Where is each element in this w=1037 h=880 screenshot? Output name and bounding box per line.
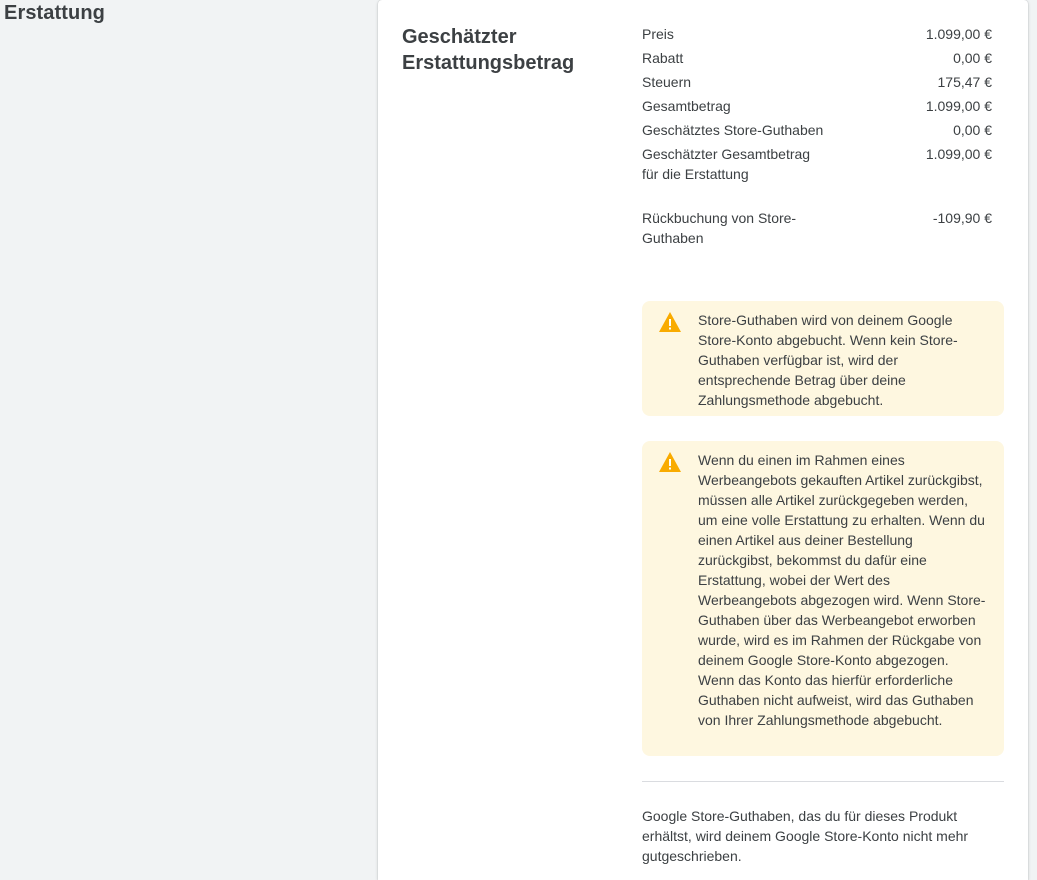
- row-store-credit-chargeback: [642, 208, 992, 248]
- row-value: 0,00 €: [953, 122, 992, 138]
- row-label: Geschätztes Store-Guthaben: [642, 122, 824, 138]
- row-label: Rabatt: [642, 50, 684, 66]
- row-estimated-refund-total: [642, 144, 992, 184]
- section-title: Erstattung: [4, 2, 105, 24]
- row-label: Preis: [642, 26, 674, 42]
- warning-icon: [658, 451, 682, 473]
- row-value: 1.099,00 €: [925, 98, 992, 114]
- refund-heading: Geschätzter Erstattungsbetrag: [402, 26, 575, 74]
- promotion-return-notice: [642, 441, 1004, 756]
- row-discount: [642, 48, 992, 68]
- row-value: -109,90 €: [932, 210, 992, 226]
- row-price: [642, 24, 992, 44]
- row-value: 175,47 €: [937, 74, 992, 90]
- row-value: 1.099,00 €: [925, 26, 992, 42]
- row-total: [642, 96, 992, 116]
- warning-icon: [658, 311, 682, 333]
- row-value: 1.099,00 €: [925, 146, 992, 162]
- row-label: Rückbuchung von Store-Guthaben: [642, 210, 797, 246]
- row-label: Geschätzter Gesamtbetrag für die Erstattung: [642, 146, 811, 182]
- divider: [642, 781, 1004, 782]
- notice-text: Store-Guthaben wird von deinem Google Store-Konto abgebucht. Wenn kein Store-Guthaben verfügbar ist, wird der entsprechende Betrag über deine Zahlungsmethode abgebucht.: [698, 312, 958, 408]
- row-value: 0,00 €: [953, 50, 992, 66]
- row-taxes: [642, 72, 992, 92]
- row-label: Gesamtbetrag: [642, 98, 731, 114]
- store-credit-footer-text: Google Store-Guthaben, das du für dieses Produkt erhältst, wird deinem Google Store-Konto nicht mehr gutgeschrieben.: [642, 808, 969, 864]
- store-credit-notice: [642, 301, 1004, 416]
- notice-text: Wenn du einen im Rahmen eines Werbeangebots gekauften Artikel zurückgibst, müssen alle Artikel zurückgegeben werden, um eine volle Erstattung zu erhalten. Wenn du einen Artikel aus deiner Bestellung zurückgibst, bekommst du dafür eine Erstattung, wobei der Wert des Werbeangebots abgezogen wird. Wenn Store-Guthaben über das Werbeangebot erworben wurde, wird es im Rahmen der Rückgabe von deinem Google Store-Konto abgezogen. Wenn das Konto das hierfür erforderliche Guthaben nicht aufweist, wird das Guthaben von Ihrer Zahlungsmethode abgebucht.: [698, 452, 986, 728]
- row-label: Steuern: [642, 74, 692, 90]
- refund-card: [378, 0, 1028, 880]
- refund-breakdown: [642, 24, 992, 252]
- row-estimated-store-credit: [642, 120, 992, 140]
